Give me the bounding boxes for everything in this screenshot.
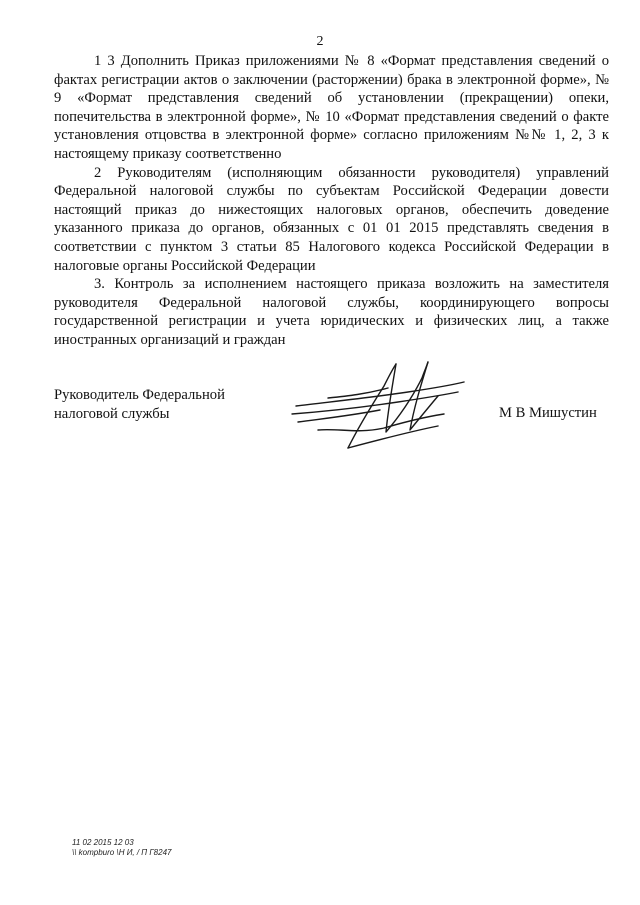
document-body: [54, 52, 609, 350]
document-footer: [72, 838, 171, 858]
signatory-title: [54, 386, 225, 423]
paragraph-3: 3. Контроль за исполнением настоящего приказа возложить на заместителя руководителя Федеральной налоговой службы, координирующего вопросы государственной регистрации и учета юридических и физических лиц, а также иностранных организаций и граждан: [54, 276, 609, 348]
footer-file-path: \\ kompburo \Н И, / П Г8247: [72, 848, 172, 857]
footer-timestamp: 11 02 2015 12 03: [72, 838, 134, 847]
signatory-name: М В Мишустин: [499, 405, 597, 421]
paragraph-2: 2 Руководителям (исполняющим обязанности руководителя) управлений Федеральной налоговой службы по субъектам Российской Федерации довести настоящий приказ до нижестоящих налоговых органов, обеспечить доведение указанного приказа до органов, обязанных с 01 01 2015 представлять сведения в соответствии с пунктом 3 статьи 85 Налогового кодекса Российской Федерации в налоговые органы Российской Федерации: [54, 164, 609, 274]
paragraph-1-3: 1 3 Дополнить Приказ приложениями № 8 «Формат представления сведений о фактах регистрации актов о заключении (расторжении) брака в электронной форме», № 9 «Формат представления сведений об установлении (прекращении) опеки, попечительства в электронной форме», № 10 «Формат представления сведений о факте установления отцовства в электронной форме» согласно приложениям №№ 1, 2, 3 к настоящему приказу соответственно: [54, 53, 609, 162]
page-number: 2: [316, 34, 324, 49]
signatory-title-line-2: налоговой службы: [54, 405, 170, 422]
signatory-title-line-1: Руководитель Федеральной: [54, 387, 225, 403]
handwritten-signature: [288, 358, 468, 454]
